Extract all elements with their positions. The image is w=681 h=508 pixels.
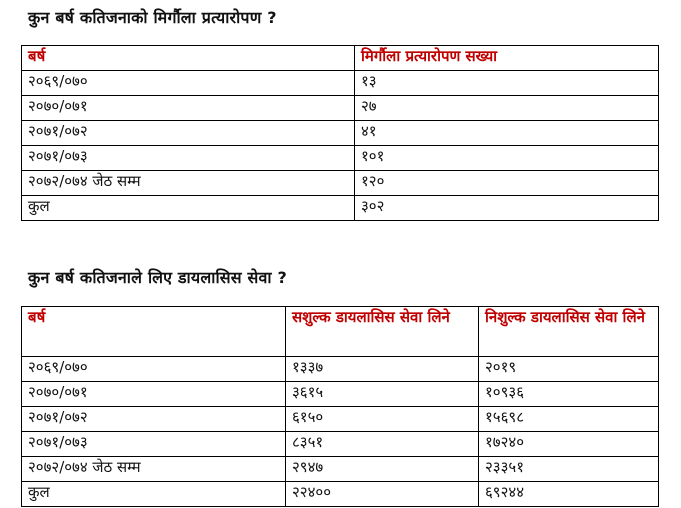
cell-paid: १३३७ [286, 357, 479, 382]
header-transplant-count: मिर्गौला प्रत्यारोपण सख्या [355, 46, 659, 71]
cell-free: ६९२४४ [479, 482, 659, 507]
table-row [22, 121, 659, 146]
table-row [22, 432, 659, 457]
cell-count: ४१ [355, 121, 659, 146]
question-kidney-transplant: कुन बर्ष कतिजनाको मिर्गौला प्रत्यारोपण ? [28, 8, 277, 27]
table-row [22, 407, 659, 432]
table-header-row [22, 307, 659, 357]
cell-free: १०९३६ [479, 382, 659, 407]
cell-year: २०७१/०७२ [22, 121, 355, 146]
header-year: बर्ष [22, 46, 355, 71]
cell-year: २०७०/०७१ [22, 382, 286, 407]
cell-count: १३ [355, 71, 659, 96]
question-dialysis: कुन बर्ष कतिजनाले लिए डायलासिस सेवा ? [28, 268, 287, 287]
table-row [22, 457, 659, 482]
table-row [22, 146, 659, 171]
cell-year: २०६९/०७० [22, 71, 355, 96]
cell-paid: ८३५१ [286, 432, 479, 457]
cell-paid: २२४०० [286, 482, 479, 507]
cell-count: १२० [355, 171, 659, 196]
cell-year: २०७१/०७३ [22, 146, 355, 171]
table-row [22, 357, 659, 382]
table-row [22, 171, 659, 196]
cell-paid: ३६१५ [286, 382, 479, 407]
cell-year: २०७२/०७४ जेठ सम्म [22, 457, 286, 482]
header-year: बर्ष [22, 307, 286, 357]
table-row-total [22, 482, 659, 507]
table-header-row [22, 46, 659, 71]
cell-free: २३३५१ [479, 457, 659, 482]
table-row [22, 382, 659, 407]
cell-year: २०७०/०७१ [22, 96, 355, 121]
cell-free: १७२४० [479, 432, 659, 457]
cell-year: २०७१/०७३ [22, 432, 286, 457]
cell-count: ३०२ [355, 196, 659, 221]
cell-year: २०७१/०७२ [22, 407, 286, 432]
dialysis-table [21, 306, 659, 507]
table-row [22, 96, 659, 121]
header-free-dialysis: निशुल्क डायलासिस सेवा लिने [479, 307, 659, 357]
cell-year: कुल [22, 482, 286, 507]
cell-year: कुल [22, 196, 355, 221]
header-paid-dialysis: सशुल्क डायलासिस सेवा लिने [286, 307, 479, 357]
cell-year: २०६९/०७० [22, 357, 286, 382]
cell-count: १०१ [355, 146, 659, 171]
table-row-total [22, 196, 659, 221]
cell-paid: ६१५० [286, 407, 479, 432]
cell-paid: २९४७ [286, 457, 479, 482]
cell-year: २०७२/०७४ जेठ सम्म [22, 171, 355, 196]
table-row [22, 71, 659, 96]
cell-count: २७ [355, 96, 659, 121]
kidney-transplant-table [21, 45, 659, 221]
cell-free: १५६९८ [479, 407, 659, 432]
cell-free: २०१९ [479, 357, 659, 382]
